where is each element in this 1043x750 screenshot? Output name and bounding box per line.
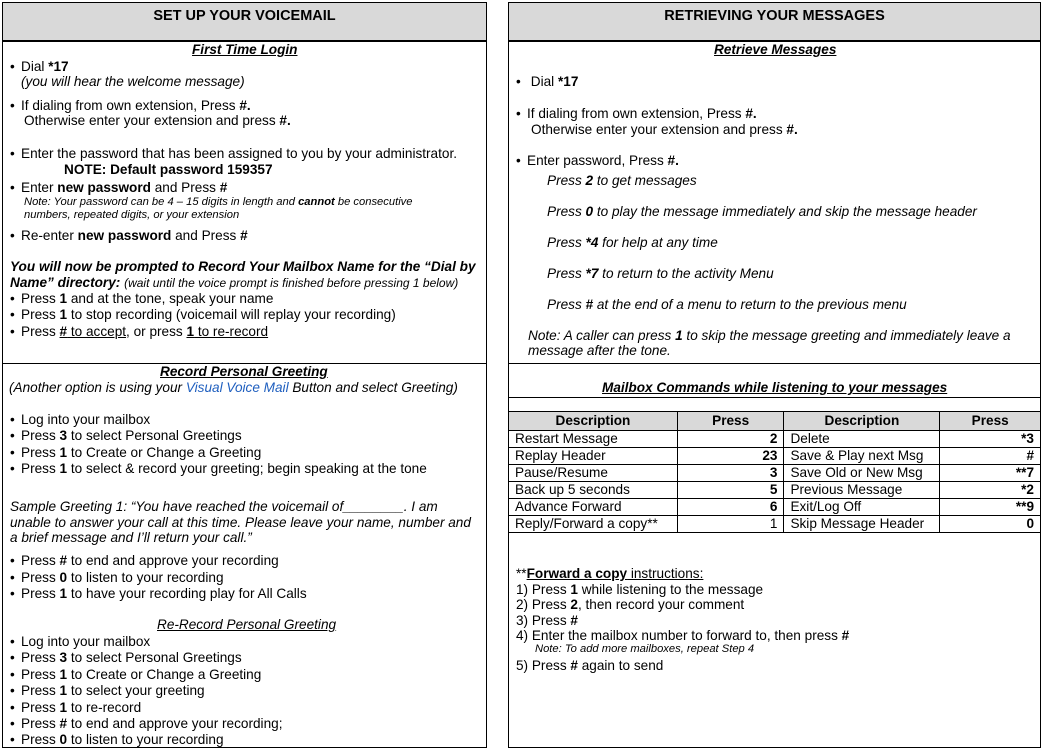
retrieve-password: • Enter password, Press #.: [516, 153, 679, 168]
cell-key: #: [940, 448, 1041, 465]
table-row: [509, 448, 1041, 465]
cell-key: 0: [940, 516, 1041, 533]
table-row: [509, 499, 1041, 516]
table-spacer: [508, 397, 1041, 412]
cell-desc: Skip Message Header: [784, 516, 940, 533]
cell-key: 23: [677, 448, 784, 465]
cell-desc: Exit/Log Off: [784, 499, 940, 516]
record-greeting-title: Record Personal Greeting: [160, 364, 328, 379]
new-password-line: • Enter new password and Press #: [10, 180, 228, 195]
reenter-line: • Re-enter new password and Press #: [10, 228, 248, 243]
caller-note-line1: Note: A caller can press 1 to skip the message greeting and immediately leave a: [528, 328, 1011, 343]
prompt-line2: Name” directory: (wait until the voice prompt is finished before pressing 1 below): [10, 275, 459, 290]
cell-desc: Save & Play next Msg: [784, 448, 940, 465]
record-all-calls: • Press 1 to have your recording play for All Calls: [10, 586, 307, 601]
cell-key: **9: [940, 499, 1041, 516]
cell-desc: Delete: [784, 431, 940, 448]
visual-voicemail-note: (Another option is using your Visual Voice Mail Button and select Greeting): [9, 380, 458, 395]
record-step-2: • Press 3 to select Personal Greetings: [10, 428, 242, 443]
press-accept-rerecord: • Press # to accept, or press 1 to re-record: [10, 324, 269, 339]
left-header: [2, 2, 487, 42]
retrieve-own-ext: • If dialing from own extension, Press #.: [516, 106, 757, 121]
col-press-1: Press: [677, 412, 784, 431]
cell-desc: Pause/Resume: [509, 465, 678, 482]
retrieve-otherwise: Otherwise enter your extension and press #.: [531, 122, 798, 137]
col-description-2: Description: [784, 412, 940, 431]
record-step-1: • Log into your mailbox: [10, 412, 151, 427]
right-header-text: RETRIEVING YOUR MESSAGES: [664, 8, 885, 24]
option-skip-header: Press 0 to play the message immediately and skip the message header: [547, 204, 977, 219]
rerecord-step-6: • Press # to end and approve your recording;: [10, 716, 283, 731]
right-header: [508, 2, 1041, 42]
option-previous-menu: Press # at the end of a menu to return to the previous menu: [547, 297, 907, 312]
table-header-row: [509, 412, 1041, 431]
rerecord-step-2: • Press 3 to select Personal Greetings: [10, 650, 242, 665]
retrieve-section: [508, 40, 1041, 364]
forward-step-1: 1) Press 1 while listening to the message: [516, 582, 764, 597]
forward-step-3: 3) Press #: [516, 613, 578, 628]
rerecord-step-3: • Press 1 to Create or Change a Greeting: [10, 667, 262, 682]
cell-desc: Replay Header: [509, 448, 678, 465]
rerecord-step-7: • Press 0 to listen to your recording: [10, 732, 224, 747]
cell-key: 1: [677, 516, 784, 533]
password-rules-line2: numbers, repeated digits, or your extension: [24, 209, 240, 221]
sample-greeting-line1: Sample Greeting 1: “You have reached the voicemail of________. I am: [10, 499, 438, 514]
cell-desc: Previous Message: [784, 482, 940, 499]
own-ext-line: • If dialing from own extension, Press #.: [10, 98, 251, 113]
record-approve: • Press # to end and approve your recording: [10, 553, 279, 568]
table-row: [509, 516, 1041, 533]
option-help: Press *4 for help at any time: [547, 235, 718, 250]
rerecord-step-5: • Press 1 to re-record: [10, 700, 142, 715]
cell-desc: Back up 5 seconds: [509, 482, 678, 499]
press-1-stop: • Press 1 to stop recording (voicemail will replay your recording): [10, 307, 396, 322]
cell-key: *2: [940, 482, 1041, 499]
forward-step-2: 2) Press 2, then record your comment: [516, 597, 745, 612]
visual-voicemail-link[interactable]: Visual Voice Mail: [185, 380, 289, 395]
record-step-3: • Press 1 to Create or Change a Greeting: [10, 445, 262, 460]
prompt-line1: You will now be prompted to Record Your Mailbox Name for the “Dial by: [10, 259, 476, 274]
dial-line: • Dial *17: [10, 59, 69, 74]
first-login-title: First Time Login: [192, 42, 298, 57]
option-activity-menu: Press *7 to return to the activity Menu: [547, 266, 774, 281]
table-row: [509, 482, 1041, 499]
otherwise-line: Otherwise enter your extension and press #.: [24, 113, 291, 128]
cell-key: **7: [940, 465, 1041, 482]
forward-title: **Forward a copy instructions:: [516, 566, 704, 581]
commands-table: [508, 411, 1041, 533]
cell-key: 2: [677, 431, 784, 448]
cell-key: *3: [940, 431, 1041, 448]
cell-key: 5: [677, 482, 784, 499]
sample-greeting-line2: unable to answer your call at this time. Please leave your name, number and: [10, 515, 471, 530]
commands-title: Mailbox Commands while listening to your messages: [602, 380, 948, 395]
default-password-note: NOTE: Default password 159357: [64, 162, 273, 177]
caller-note-line2: message after the tone.: [528, 343, 671, 358]
forward-step-4: 4) Enter the mailbox number to forward to, then press #: [516, 628, 850, 643]
sample-greeting-line3: a brief message and I’ll return your call.”: [10, 530, 252, 545]
rerecord-step-4: • Press 1 to select your greeting: [10, 683, 205, 698]
rerecord-step-1: • Log into your mailbox: [10, 634, 151, 649]
option-get-messages: Press 2 to get messages: [547, 173, 697, 188]
left-header-text: SET UP YOUR VOICEMAIL: [153, 8, 336, 24]
table-row: [509, 431, 1041, 448]
cell-desc: Advance Forward: [509, 499, 678, 516]
cell-desc: Reply/Forward a copy**: [509, 516, 678, 533]
password-line: • Enter the password that has been assigned to you by your administrator.: [10, 146, 458, 161]
retrieve-title: Retrieve Messages: [714, 42, 837, 57]
cell-desc: Save Old or New Msg: [784, 465, 940, 482]
record-step-4: • Press 1 to select & record your greeting; begin speaking at the tone: [10, 461, 427, 476]
table-row: [509, 465, 1041, 482]
cell-desc: Restart Message: [509, 431, 678, 448]
cell-key: 3: [677, 465, 784, 482]
press-1-name: • Press 1 and at the tone, speak your name: [10, 291, 274, 306]
record-listen: • Press 0 to listen to your recording: [10, 570, 224, 585]
password-rules-line1: Note: Your password can be 4 – 15 digits in length and cannot be consecutive: [24, 196, 413, 208]
dial-note: (you will hear the welcome message): [21, 74, 245, 89]
cell-key: 6: [677, 499, 784, 516]
col-description-1: Description: [509, 412, 678, 431]
forward-step-4-note: Note: To add more mailboxes, repeat Step 4: [535, 643, 755, 655]
rerecord-title: Re-Record Personal Greeting: [157, 617, 337, 632]
col-press-2: Press: [940, 412, 1041, 431]
forward-step-5: 5) Press # again to send: [516, 658, 664, 673]
retrieve-dial: • Dial *17: [516, 74, 579, 89]
